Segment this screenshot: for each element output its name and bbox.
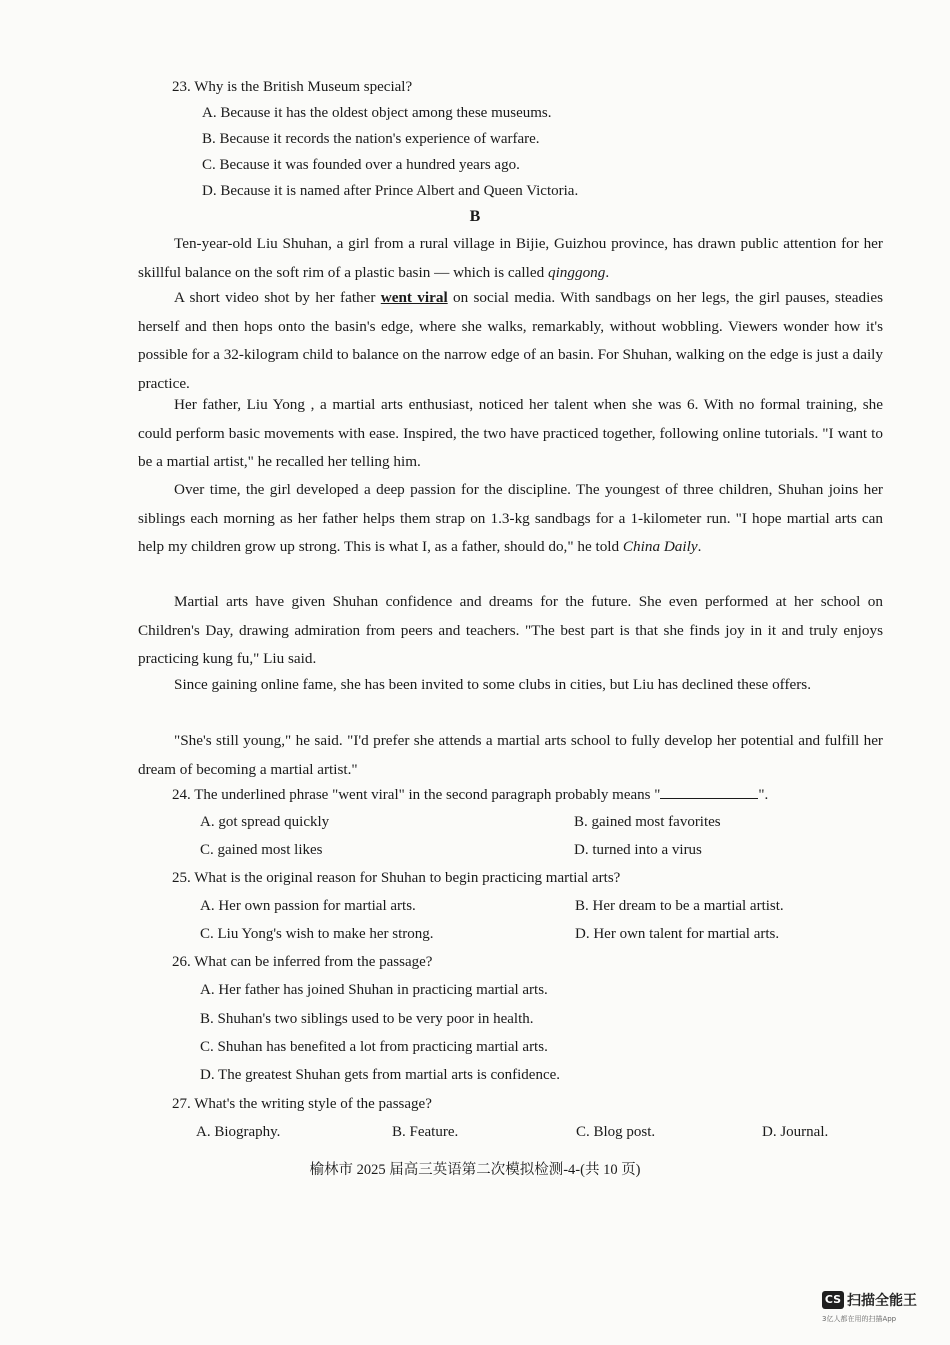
q25-option-b: B. Her dream to be a martial artist.	[575, 898, 784, 914]
q23-stem: 23. Why is the British Museum special?	[172, 79, 413, 95]
q23-option-b: B. Because it records the nation's experience of warfare.	[202, 131, 540, 147]
q24-option-a: A. got spread quickly	[200, 814, 330, 830]
q25-stem: 25. What is the original reason for Shuhan to begin practicing martial arts?	[172, 870, 621, 886]
q24-stem: 24. The underlined phrase "went viral" in the second paragraph probably means " ".	[172, 787, 769, 803]
passage-paragraph-3: Her father, Liu Yong , a martial arts enthusiast, noticed her talent when she was 6. With no formal training, she could perform basic movements with ease. Inspired, the two have practiced together, following online tutorials. "I want to be a martial artist," he recalled her telling him.	[138, 396, 883, 470]
q25-option-c: C. Liu Yong's wish to make her strong.	[200, 926, 434, 942]
q24-option-d: D. turned into a virus	[574, 842, 702, 858]
q26-option-a: A. Her father has joined Shuhan in practicing martial arts.	[200, 982, 548, 998]
q27-stem: 27. What's the writing style of the passage?	[172, 1096, 432, 1112]
watermark-tagline: 3亿人都在用的扫描App	[822, 1315, 897, 1323]
q26-option-b: B. Shuhan's two siblings used to be very poor in health.	[200, 1011, 534, 1027]
q26-option-d: D. The greatest Shuhan gets from martial arts is confidence.	[200, 1067, 561, 1083]
passage-paragraph-6: Since gaining online fame, she has been invited to some clubs in cities, but Liu has declined these offers.	[174, 676, 812, 693]
passage-paragraph-2: A short video shot by her father went viral on social media. With sandbags on her legs, the girl pauses, steadies herself and then hops onto the basin's edge, where she walks, remarkably, without wobbling. Viewers wonder how it's possible for a 32-kilogram child to balance on the narrow edge of an basin. For Shuhan, walking on the edge is just a daily practice.	[138, 289, 883, 392]
section-heading: B	[469, 208, 481, 225]
q27-option-a: A. Biography.	[196, 1124, 281, 1140]
watermark-brand: 扫描全能王	[847, 1293, 917, 1309]
passage-paragraph-1: Ten-year-old Liu Shuhan, a girl from a rural village in Bijie, Guizhou province, has drawn public attention for her skillful balance on the soft rim of a plastic basin — which is called qinggong.	[138, 235, 883, 281]
scanner-watermark	[822, 1290, 940, 1324]
q26-option-c: C. Shuhan has benefited a lot from practicing martial arts.	[200, 1039, 548, 1055]
passage-paragraph-7: "She's still young," he said. "I'd prefer she attends a martial arts school to fully develop her potential and fulfill her dream of becoming a martial artist."	[138, 732, 883, 778]
q27-option-c: C. Blog post.	[576, 1124, 656, 1140]
q24-option-c: C. gained most likes	[200, 842, 323, 858]
q23-option-c: C. Because it was founded over a hundred years ago.	[202, 157, 520, 173]
q24-option-b: B. gained most favorites	[574, 814, 721, 830]
q23-option-d: D. Because it is named after Prince Albert and Queen Victoria.	[202, 183, 579, 199]
camscanner-logo-icon: CS	[822, 1291, 844, 1309]
underlined-phrase: went viral	[380, 289, 448, 306]
passage-paragraph-4: Over time, the girl developed a deep passion for the discipline. The youngest of three children, Shuhan joins her siblings each morning as her father helps them strap on 1.3-kg sandbags for a 1-kilometer run. "I hope martial arts can help my children grow up strong. This is what I, as a father, should do," he told China Daily.	[138, 481, 883, 555]
answer-blank	[660, 786, 758, 799]
q25-option-a: A. Her own passion for martial arts.	[200, 898, 416, 914]
q26-stem: 26. What can be inferred from the passage?	[172, 954, 433, 970]
q25-option-d: D. Her own talent for martial arts.	[575, 926, 780, 942]
q23-option-a: A. Because it has the oldest object among these museums.	[202, 105, 552, 121]
page-footer: 榆林市 2025 届高三英语第二次模拟检测-4-(共 10 页)	[309, 1162, 641, 1178]
passage-paragraph-5: Martial arts have given Shuhan confidence and dreams for the future. She even performed at her school on Children's Day, drawing admiration from peers and teachers. "The best part is that she finds joy in it and truly enjoys practicing kung fu," Liu said.	[138, 593, 883, 667]
q27-option-b: B. Feature.	[392, 1124, 459, 1140]
q27-option-d: D. Journal.	[762, 1124, 829, 1140]
